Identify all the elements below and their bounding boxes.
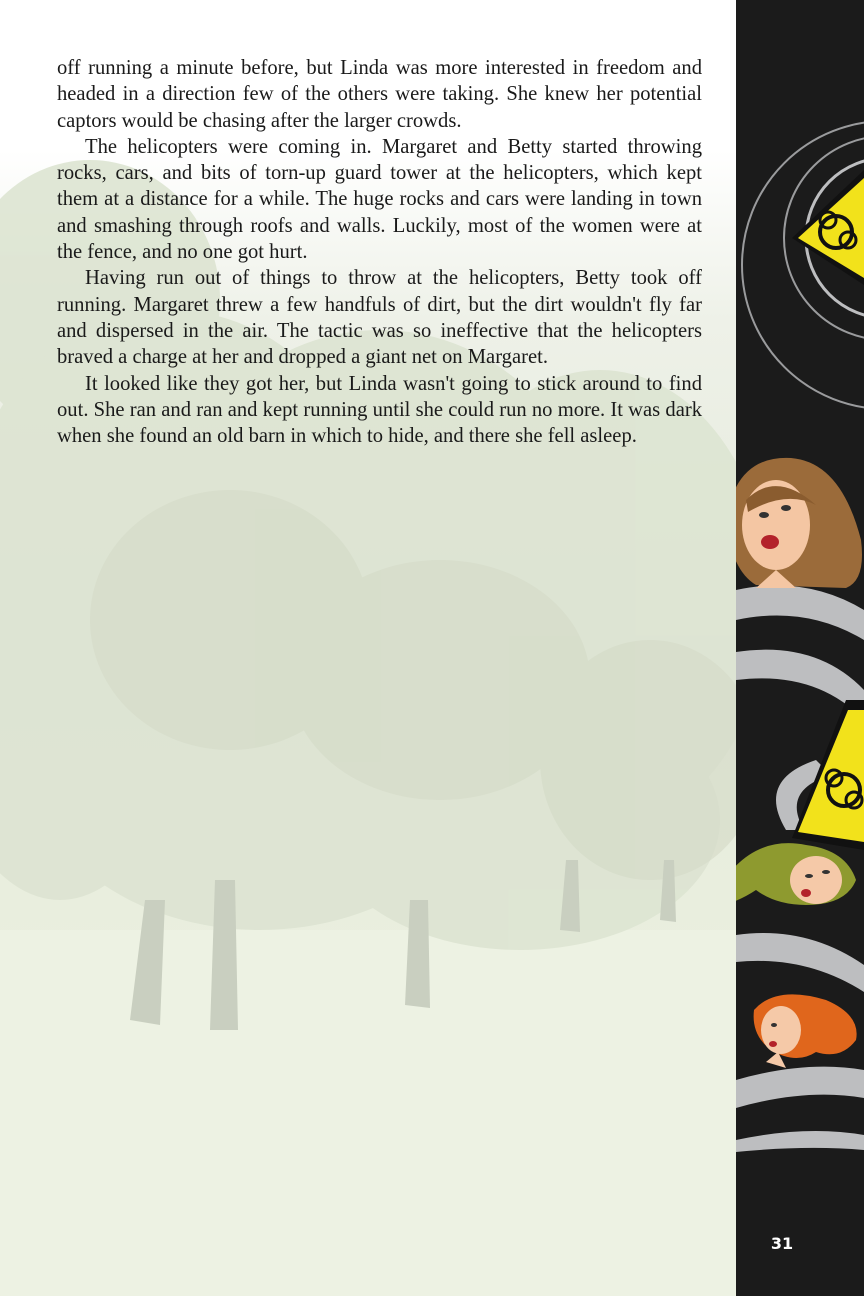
paragraph: It looked like they got her, but Linda wasn't going to stick around to find out. She ran and ran and kept running until she could run no more. It was dark when she found an old barn in which to hide, and there she fell asleep. — [57, 372, 702, 448]
paragraph: off running a minute before, but Linda was more interested in freedom and headed in a direction few of the others were taking. She knew her potential captors would be chasing after the larger crowds. — [57, 57, 702, 132]
decorative-sidebar — [736, 0, 864, 1296]
story-text — [57, 55, 702, 449]
woman-red-hair-illustration — [754, 994, 857, 1068]
page-number: 31 — [770, 1234, 794, 1253]
sidebar-artwork — [736, 0, 864, 1296]
paragraph: Having run out of things to throw at the helicopters, Betty took off running. Margaret threw a few handfuls of dirt, but the dirt wouldn't fly far and dispersed in the air. The tactic was so ineffective that the helicopters braved a charge at her and dropped a giant net on Margaret. — [57, 267, 702, 369]
woman-blonde-hair-illustration — [736, 843, 856, 905]
biohazard-sign-icon — [792, 170, 864, 285]
woman-brown-hair-illustration — [736, 458, 862, 588]
paragraph: The helicopters were coming in. Margaret and Betty started throwing rocks, cars, and bits of torn-up guard tower at the helicopters, which kept them at a distance for a while. The huge rocks and cars were landing in town and smashing through roofs and walls. Luckily, most of the women were at the fence, and no one got hurt. — [57, 135, 702, 264]
